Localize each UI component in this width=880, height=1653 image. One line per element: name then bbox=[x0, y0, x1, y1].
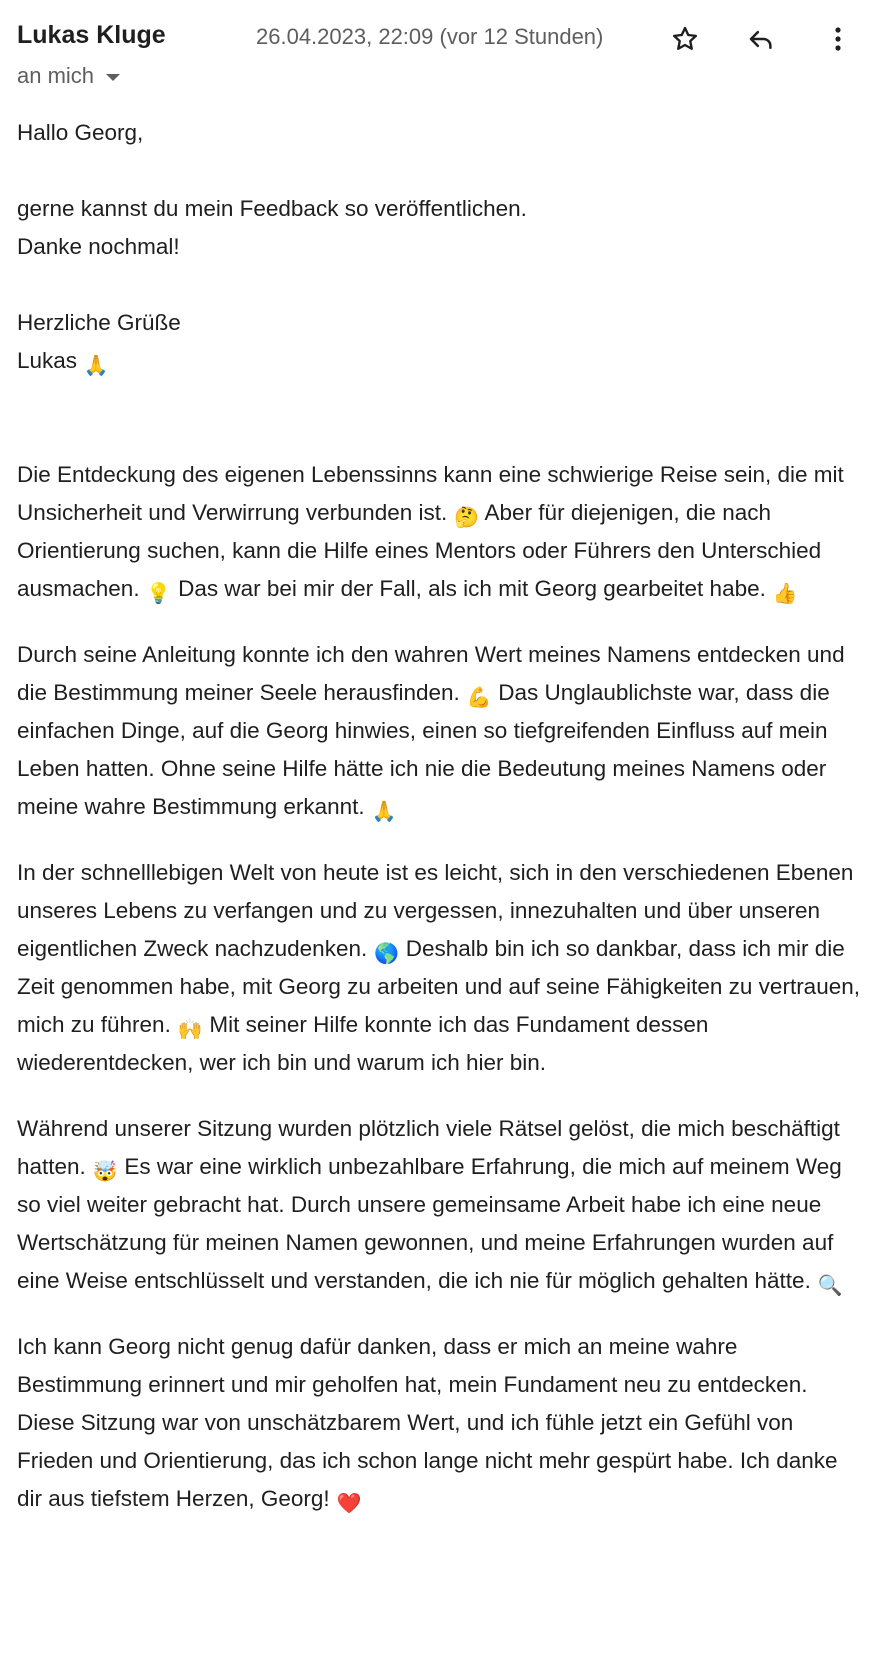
message-body bbox=[17, 114, 867, 1518]
star-icon bbox=[670, 24, 700, 54]
more-vertical-icon bbox=[832, 24, 844, 54]
folded-hands-emoji: 🙏 bbox=[371, 799, 397, 823]
more-options-button[interactable] bbox=[819, 20, 857, 58]
testimonial-paragraph: Während unserer Sitzung wurden plötzlich viele Rätsel gelöst, die mich beschäftigt hatten. 🤯 Es war eine wirklich unbezahlbare Erfahrung, die mich auf meinem Weg so viel weiter gebracht hat. Durch unsere gemeinsame Arbeit habe ich eine neue Wertschätzung für meinen Namen gewonnen, und meine Erfahrungen wurden auf eine Weise entschlüsselt und verstanden, die ich nie für möglich gehalten hätte. 🔍 bbox=[17, 1116, 843, 1297]
recipient-label: an mich bbox=[17, 63, 95, 88]
thumbs-up-emoji: 👍 bbox=[772, 581, 798, 605]
testimonial-paragraph: Die Entdeckung des eigenen Lebenssinns kann eine schwierige Reise sein, die mit Unsicherheit und Verwirrung verbunden ist. 🤔 Aber für diejenigen, die nach Orientierung suchen, kann die Hilfe eines Mentors oder Führers den Unterschied ausmachen. 💡 Das war bei mir der Fall, als ich mit Georg gearbeitet habe. 👍 bbox=[17, 462, 844, 605]
closing: Herzliche Grüße bbox=[17, 310, 181, 335]
caret-down-icon bbox=[106, 74, 120, 81]
testimonial-paragraph: Ich kann Georg nicht genug dafür danken, dass er mich an meine wahre Bestimmung erinnert und mir geholfen hat, mein Fundament neu zu entdecken. Diese Sitzung war von unschätzbarem Wert, und ich fühle jetzt ein Gefühl von Frieden und Orientierung, das ich schon lange nicht mehr gespürt habe. Ich danke dir aus tiefstem Herzen, Georg! ❤️ bbox=[17, 1334, 838, 1515]
message-timestamp: 26.04.2023, 22:09 (vor 12 Stunden) bbox=[256, 24, 604, 49]
reply-button[interactable] bbox=[742, 20, 780, 58]
magnifying-glass-emoji: 🔍 bbox=[817, 1273, 843, 1297]
star-button[interactable] bbox=[666, 20, 704, 58]
body-line: gerne kannst du mein Feedback so veröffentlichen. bbox=[17, 196, 527, 221]
testimonial-paragraph: Durch seine Anleitung konnte ich den wahren Wert meines Namens entdecken und die Bestimmung meiner Seele herausfinden. 💪 Das Unglaublichste war, dass die einfachen Dinge, auf die Georg hinwies, einen so tiefgreifenden Einfluss auf mein Leben hatten. Ohne seine Hilfe hätte ich nie die Bedeutung meines Namens oder meine wahre Bestimmung erkannt. 🙏 bbox=[17, 642, 845, 823]
thinking-face-emoji: 🤔 bbox=[454, 505, 479, 529]
testimonial-paragraph: In der schnelllebigen Welt von heute ist es leicht, sich in den verschiedenen Ebenen unseres Lebens zu verfangen und zu vergessen, innezuhalten und über unseren eigentlichen Zweck nachzudenken. 🌎 Deshalb bin ich so dankbar, dass ich mir die Zeit genommen habe, mit Georg zu arbeiten und auf seine Fähigkeiten zu vertrauen, mich zu führen. 🙌 Mit seiner Hilfe konnte ich das Fundament dessen wiederentdecken, wer ich bin und warum ich hier bin. bbox=[17, 860, 860, 1075]
reply-icon bbox=[746, 24, 776, 54]
red-heart-emoji: ❤️ bbox=[336, 1491, 362, 1515]
globe-emoji: 🌎 bbox=[374, 941, 399, 965]
exploding-head-emoji: 🤯 bbox=[92, 1159, 118, 1183]
message-header bbox=[0, 0, 880, 100]
body-line: Danke nochmal! bbox=[17, 234, 180, 259]
sender-name[interactable]: Lukas Kluge bbox=[17, 21, 166, 49]
folded-hands-emoji: 🙏 bbox=[83, 353, 109, 377]
flexed-biceps-emoji: 💪 bbox=[466, 685, 492, 709]
recipient-details-toggle[interactable] bbox=[17, 63, 120, 89]
raising-hands-emoji: 🙌 bbox=[177, 1017, 203, 1041]
salutation: Hallo Georg, bbox=[17, 120, 144, 145]
signature bbox=[17, 342, 867, 380]
light-bulb-emoji: 💡 bbox=[146, 581, 172, 605]
signature-name: Lukas bbox=[17, 348, 78, 373]
